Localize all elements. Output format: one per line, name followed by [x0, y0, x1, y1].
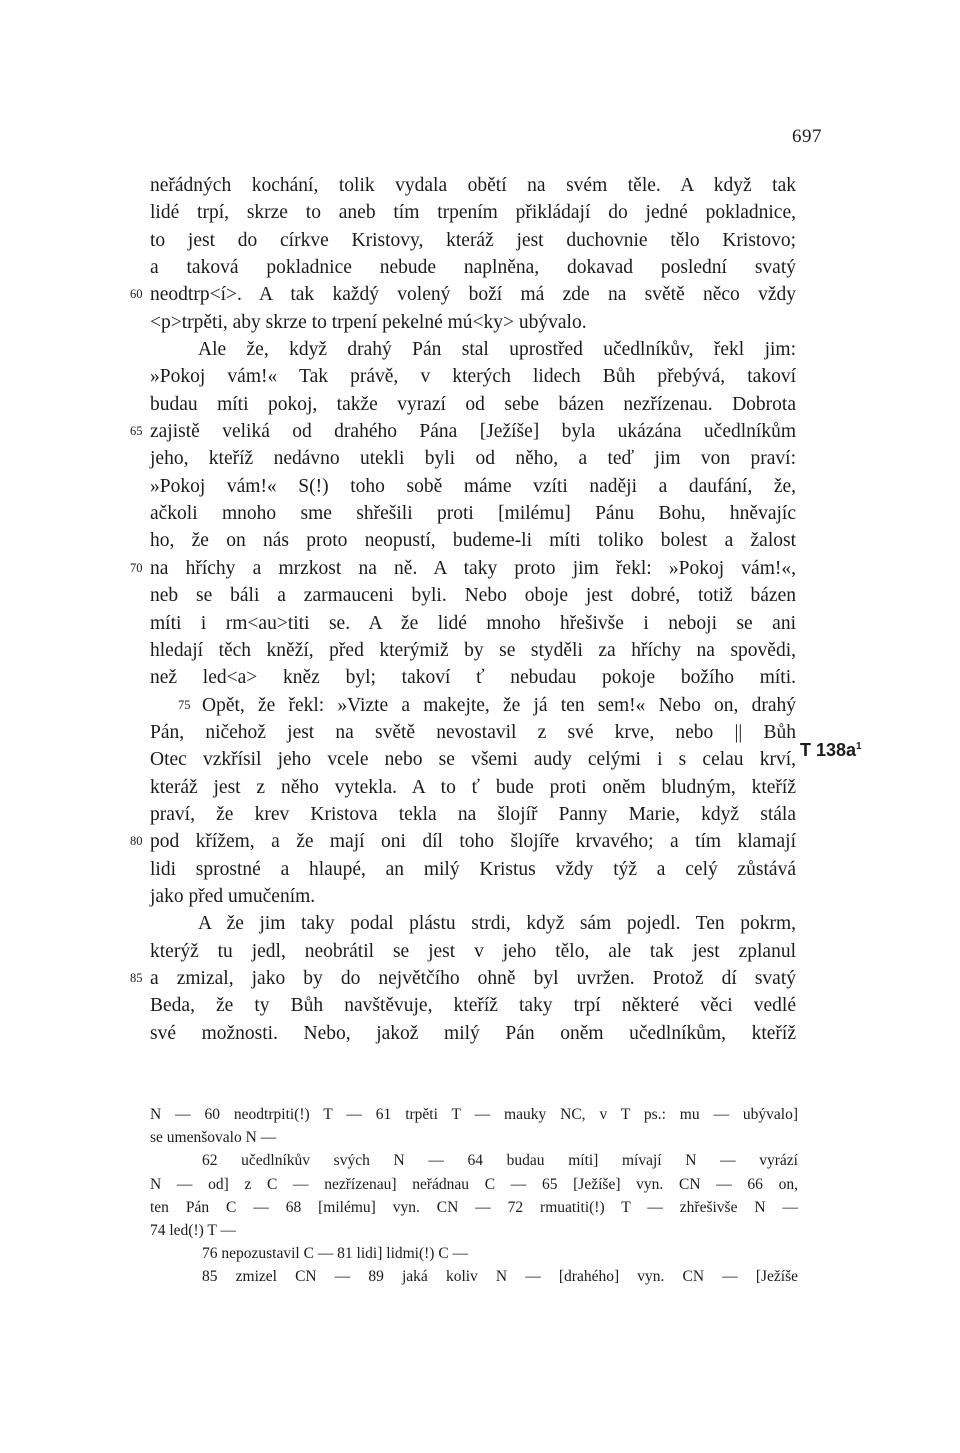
line-text: hledají těch kněží, před kterýmiž by se styděli za hříchy na spovědi, [150, 639, 796, 661]
note-line: ten Pán C — 68 [milému] vyn. CN — 72 rmuatiti(!) T — zhřešivše N — [150, 1198, 798, 1216]
text-line [130, 281, 796, 308]
note-line: N — od] z C — nezřízenau] neřádnau C — 65 [Ježíše] vyn. CN — 66 on, [150, 1175, 798, 1193]
line-text: Otec vzkřísil jeho vcele nebo se všemi audy celými i s celau krví, [150, 749, 796, 771]
line-text: Opět, že řekl: »Vizte a makejte, že já ten sem!« Nebo on, drahý [202, 694, 796, 716]
line-text: lidi sprostné a hlaupé, an milý Kristus vždy týž a celý zůstává [150, 858, 796, 880]
note-line: 85 zmizel CN — 89 jaká koliv N — [drahého] vyn. CN — [Ježíše [202, 1268, 798, 1286]
note-line: se umenšovalo N — [150, 1129, 277, 1147]
text-line [150, 227, 796, 254]
line-text: praví, že krev Kristova tekla na šlojíř Panny Marie, když stála [150, 803, 796, 825]
line-text: Ale že, když drahý Pán stal uprostřed učedlníkův, řekl jim: [198, 339, 796, 361]
line-text: na hříchy a mrzkost na ně. A taky proto jim řekl: »Pokoj vám!«, [150, 557, 796, 579]
line-text: neřádných kochání, tolik vydala obětí na svém těle. A když tak [150, 175, 796, 196]
text-line [150, 910, 796, 937]
text-line [150, 610, 796, 637]
line-number: 70 [130, 560, 143, 575]
line-text: a zmizal, jako by do největčího ohně byl uvržen. Protož dí svatý [150, 967, 796, 989]
line-text: »Pokoj vám!« Tak právě, v kterých lidech Bůh přebývá, takoví [150, 366, 796, 388]
line-text: své možnosti. Nebo, jakož milý Pán oněm učedlníkům, kteříž [150, 1022, 796, 1044]
text-line [150, 527, 796, 554]
page-number: 697 [792, 126, 822, 147]
line-text: Beda, že ty Bůh navštěvuje, kteříž taky trpí některé věci vedlé [150, 995, 796, 1017]
line-number: 80 [130, 834, 143, 849]
text-line [150, 473, 796, 500]
text-line [150, 746, 796, 773]
text-line [150, 856, 796, 883]
text-line [150, 254, 796, 281]
text-line [150, 938, 796, 965]
text-line [150, 1020, 796, 1047]
text-line [130, 418, 796, 445]
text-line [150, 500, 796, 527]
text-line [150, 883, 796, 910]
text-line [130, 828, 796, 855]
text-line [150, 445, 796, 472]
text-line [150, 172, 796, 199]
line-text: kteráž jest z něho vytekla. A to ť bude proti oněm bludným, kteříž [150, 776, 796, 798]
line-text: a taková pokladnice nebude naplněna, dokavad poslední svatý [150, 257, 796, 279]
line-text: kterýž tu jedl, neobrátil se jest v jeho tělo, ale tak jest zplanul [150, 940, 796, 962]
text-line [150, 309, 796, 336]
line-text: lidé trpí, skrze to aneb tím trpením přikládají do jedné pokladnice, [150, 202, 796, 224]
line-text: neb se báli a zarmauceni byli. Nebo oboje jest dobré, totiž bázen [150, 585, 796, 607]
note-line: 74 led(!) T — [150, 1221, 236, 1239]
line-text: ho, že on nás proto neopustí, budeme-li míti toliko bolest a žalost [150, 530, 796, 552]
text-line [150, 199, 796, 226]
main-text [130, 172, 796, 1047]
text-line [150, 801, 796, 828]
text-line [150, 391, 796, 418]
line-number: 75 [178, 697, 191, 712]
line-number: 60 [130, 287, 143, 302]
line-text: <p>trpěti, aby skrze to trpení pekelné mú<ky> ubývalo. [150, 311, 587, 333]
line-text: jeho, kteříž nedávno utekli byli od něho, a teď jim von praví: [150, 448, 796, 470]
line-text: A že jim taky podal plástu strdi, když sám pojedl. Ten pokrm, [198, 913, 796, 935]
line-text: jako před umučením. [150, 885, 316, 907]
line-text: Pán, ničehož jest na světě nevostavil z své krve, nebo || Bůh [150, 721, 796, 743]
folio-superscript: 1 [856, 741, 862, 752]
text-line [130, 965, 796, 992]
note-line: 76 nepozustavil C — 81 lidi] lidmi(!) C — [202, 1245, 469, 1263]
line-number: 65 [130, 424, 143, 439]
line-text: zajistě veliká od drahého Pána [Ježíše] byla ukázána učedlníkům [150, 421, 796, 443]
note-line: N — 60 neodtrpiti(!) T — 61 trpěti T — mauky NC, v T ps.: mu — ubývalo] [150, 1106, 798, 1123]
line-text: míti i rm<au>titi se. A že lidé mnoho hřešivše i neboji se ani [150, 612, 796, 634]
folio-label: T 138a [800, 740, 857, 760]
line-text: pod křížem, a že mají oni díl toho šlojíře krvavého; a tím klamají [150, 831, 796, 853]
line-text: to jest do církve Kristovy, kteráž jest duchovnie tělo Kristovo; [150, 229, 796, 251]
margin-folio-reference [800, 740, 862, 761]
line-text: ačkoli mnoho sme shřešili proti [milému] Pánu Bohu, hněvajíc [150, 503, 796, 525]
text-line [130, 555, 796, 582]
text-line [150, 336, 796, 363]
line-text: »Pokoj vám!« S(!) toho sobě máme vzíti naději a daufání, že, [150, 475, 796, 497]
note-line: 62 učedlníkův svých N — 64 budau míti] mívají N — vyrází [202, 1152, 798, 1170]
text-line [150, 582, 796, 609]
text-line [150, 992, 796, 1019]
line-number: 85 [130, 970, 143, 985]
text-line [150, 664, 796, 691]
text-line [150, 719, 796, 746]
critical-apparatus [150, 1103, 798, 1289]
text-line [150, 692, 796, 719]
text-line [150, 637, 796, 664]
text-line [150, 363, 796, 390]
line-text: budau míti pokoj, takže vyrazí od sebe bázen nezřízenau. Dobrota [150, 393, 796, 415]
line-text: než led<a> kněz byl; takoví ť nebudau pokoje božího míti. [150, 667, 796, 689]
line-text: neodtrp<í>. A tak každý volený boží má zde na světě něco vždy [150, 284, 796, 306]
text-line [150, 774, 796, 801]
